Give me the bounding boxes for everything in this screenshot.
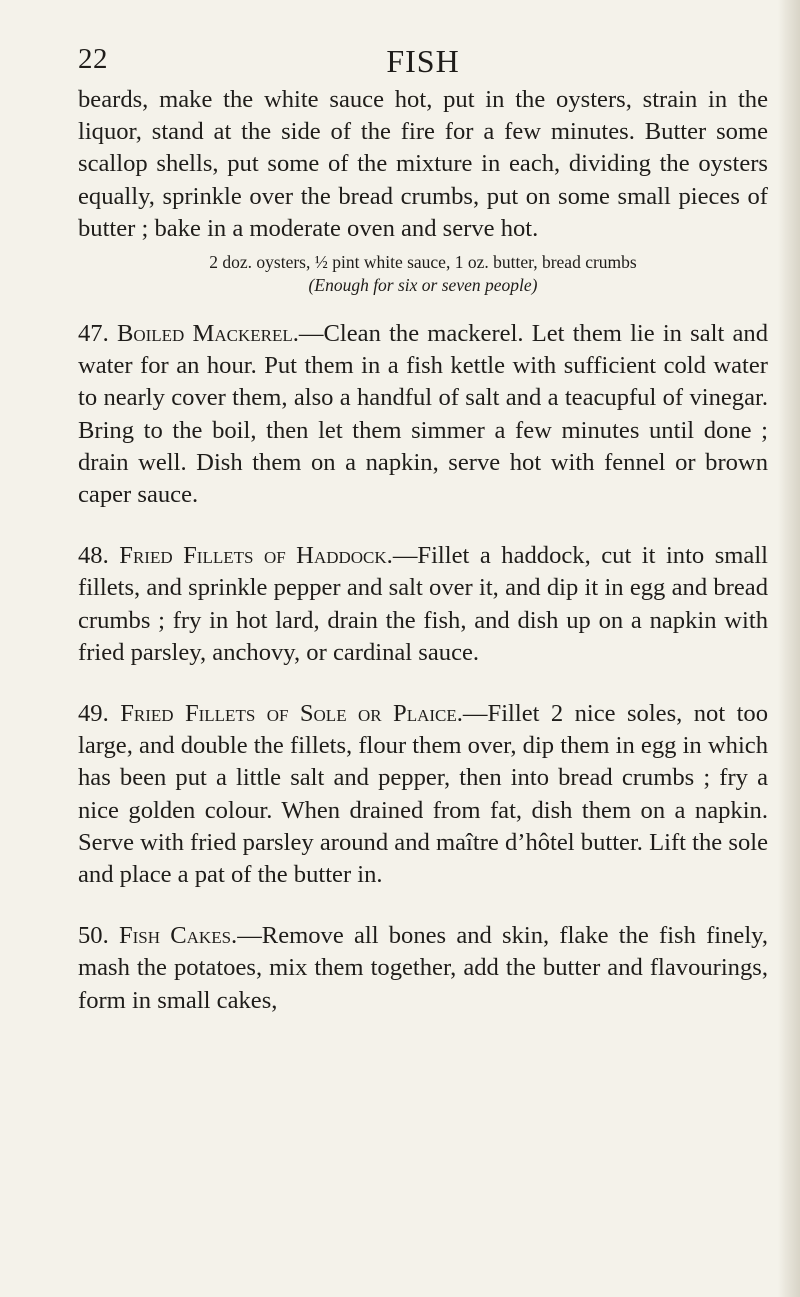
page-edge-shadow [778,0,800,1297]
running-head: FISH [386,43,460,79]
page-body [78,84,768,1017]
recipe-text: —Remove all bones and skin, flake the fish finely, mash the potatoes, mix them together, add the butter and flavourings, form in small cakes, [78,922,769,1014]
recipe-text: —Clean the mackerel. Let them lie in salt and water for an hour. Put them in a fish kettle with sufficient cold water to nearly cover them, also a handful of salt and a teacupful of vinegar. Bring to the boil, then let them simmer a few minutes until done ; drain well. Dish them on a napkin, serve hot with fennel or brown caper sauce. [78,320,768,509]
recipe-title: Fried Fillets of Haddock. [119,542,393,570]
recipe-title: Fried Fillets of Sole or Plaice. [120,700,463,728]
continuation-paragraph: beards, make the white sauce hot, put in the oysters, strain in the liquor, stand at the side of the fire for a few minutes. Butter some scallop shells, put some of the mixture in each, dividing the oysters equally, sprinkle over the bread crumbs, put on some small pieces of butter ; bake in a moderate oven and serve hot. [78,86,768,242]
recipe-number: 50. [78,922,109,950]
recipe-title: Fish Cakes. [118,922,238,950]
recipe-title: Boiled Mackerel. [116,320,299,348]
recipe-50 [78,920,768,1017]
recipe-48 [78,540,768,669]
recipe-number: 47. [78,320,109,348]
recipe-number: 49. [78,700,109,728]
yield-note: (Enough for six or seven people) [308,275,538,296]
recipe-number: 48. [78,542,109,570]
ingredients-note: 2 doz. oysters, ½ pint white sauce, 1 oz. butter, bread crumbs [209,252,637,273]
page-number: 22 [78,43,108,75]
recipe-47 [78,318,768,511]
recipe-text: —Fillet 2 nice soles, not too large, and double the fillets, flour them over, dip them in egg in which has been put a little salt and pepper, then into bread crumbs ; fry a nice golden colour. When drained from fat, dish them on a napkin. Serve with fried parsley around and maître d’hôtel butter. Lift the sole and place a pat of the butter in. [78,700,769,889]
recipe-49 [78,698,768,891]
recipe-text: —Fillet a haddock, cut it into small fillets, and sprinkle pepper and salt over it, and dip it in egg and bread crumbs ; fry in hot lard, drain the fish, and dish up on a napkin with fried parsley, anchovy, or cardinal sauce. [78,542,769,666]
